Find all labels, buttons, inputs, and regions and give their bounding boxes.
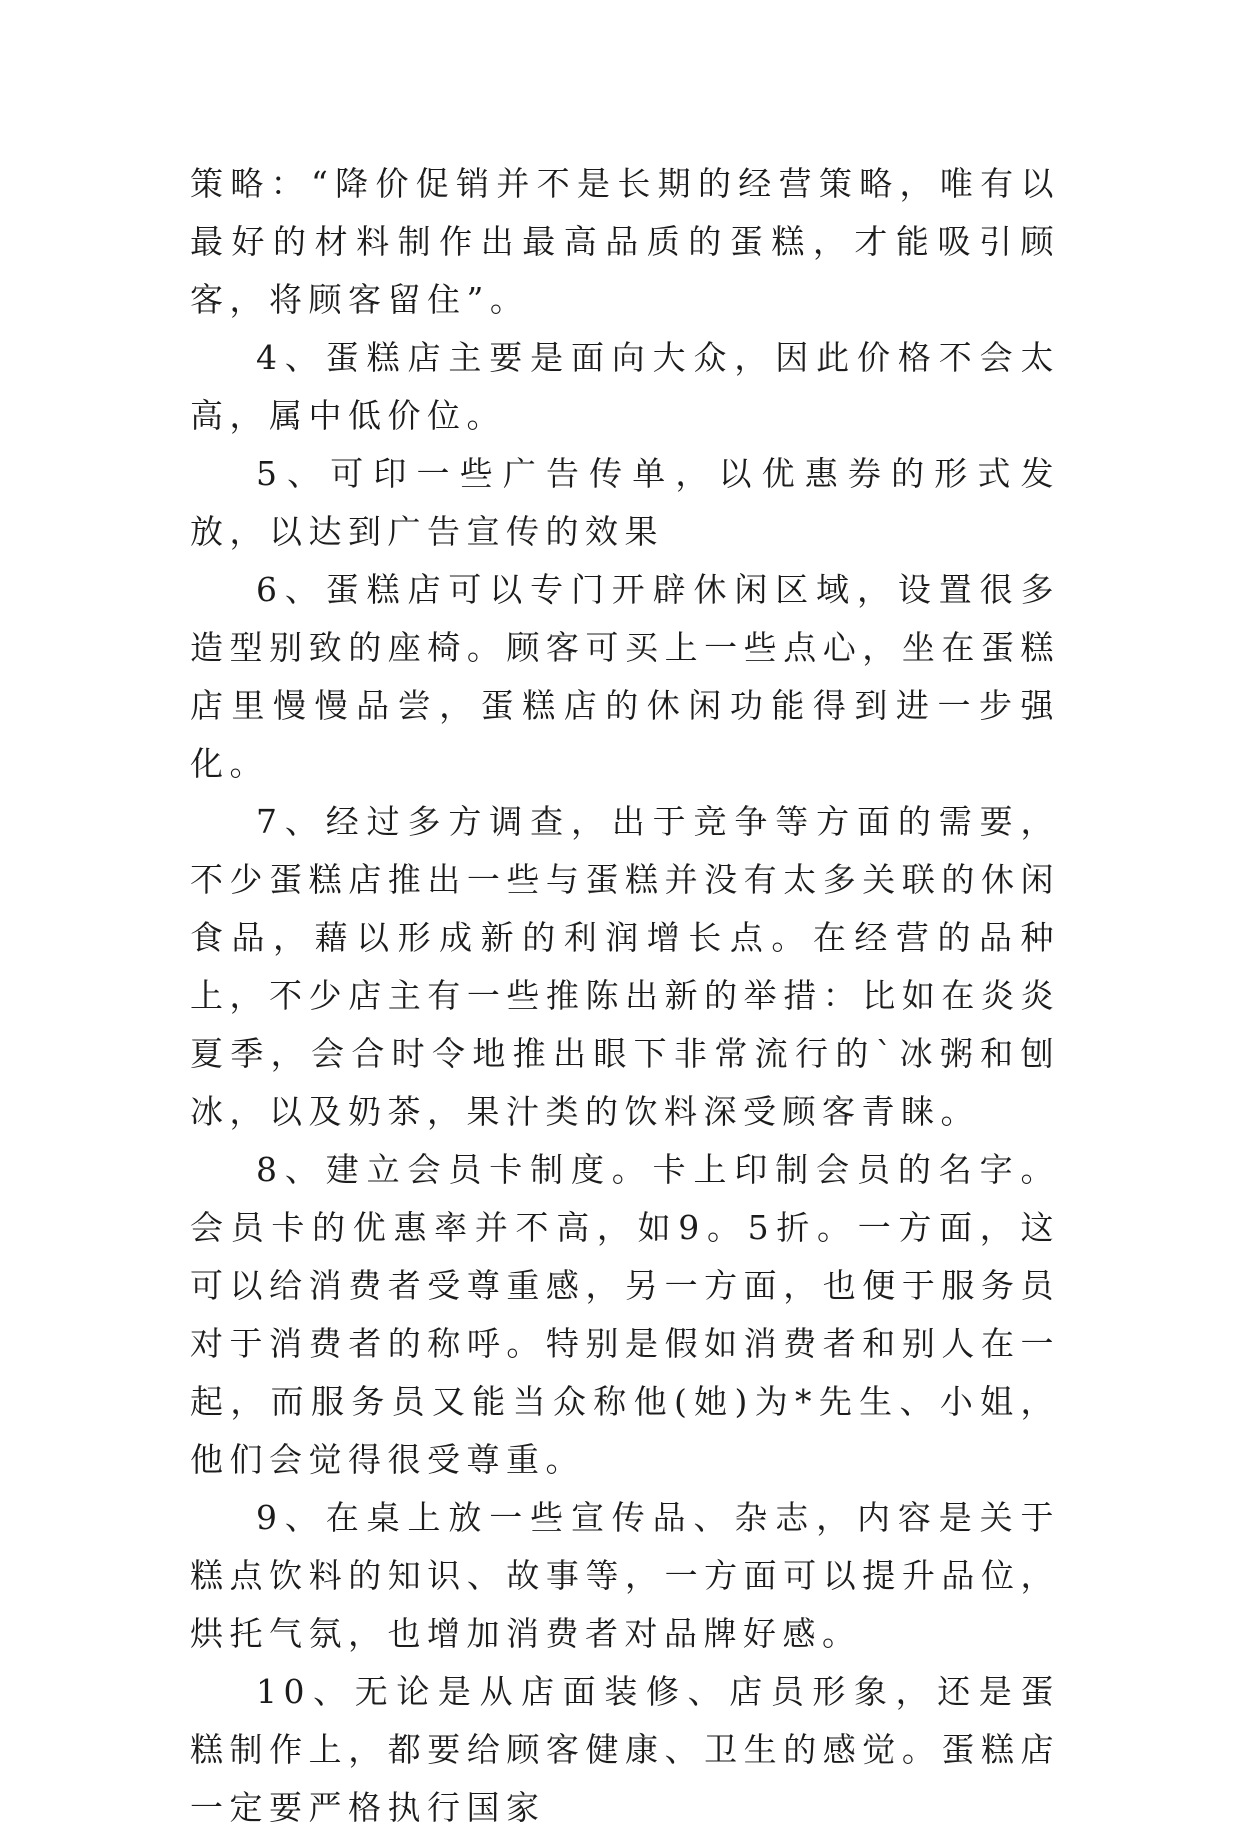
paragraph-item-6: 6、蛋糕店可以专门开辟休闲区域，设置很多造型别致的座椅。顾客可买上一些点心，坐在蛋糕店里慢慢品尝，蛋糕店的休闲功能得到进一步强化。 <box>190 570 1060 783</box>
paragraph-item-5: 5、可印一些广告传单，以优惠券的形式发放，以达到广告宣传的效果 <box>190 454 1060 551</box>
paragraph-item-10: 10、无论是从店面装修、店员形象，还是蛋糕制作上，都要给顾客健康、卫生的感觉。蛋糕店一定要严格执行国家 <box>190 1672 1060 1827</box>
paragraph-item-8: 8、建立会员卡制度。卡上印制会员的名字。会员卡的优惠率并不高，如9。5折。一方面，这可以给消费者受尊重感，另一方面，也便于服务员对于消费者的称呼。特别是假如消费者和别人在一起，而服务员又能当众称他(她)为*先生、小姐，他们会觉得很受尊重。 <box>190 1150 1060 1479</box>
paragraph-strategy-quote: 策略：“降价促销并不是长期的经营策略，唯有以最好的材料制作出最高品质的蛋糕，才能吸引顾客，将顾客留住”。 <box>190 164 1060 319</box>
paragraph-item-9: 9、在桌上放一些宣传品、杂志，内容是关于糕点饮料的知识、故事等，一方面可以提升品位，烘托气氛，也增加消费者对品牌好感。 <box>190 1498 1060 1653</box>
paragraph-item-7: 7、经过多方调查，出于竞争等方面的需要，不少蛋糕店推出一些与蛋糕并没有太多关联的休闲食品，藉以形成新的利润增长点。在经营的品种上，不少店主有一些推陈出新的举措：比如在炎炎夏季，会合时令地推出眼下非常流行的`冰粥和刨冰，以及奶茶，果汁类的饮料深受顾客青睐。 <box>190 802 1060 1131</box>
paragraph-item-4: 4、蛋糕店主要是面向大众，因此价格不会太高，属中低价位。 <box>190 338 1060 435</box>
document-body <box>190 155 1060 1837</box>
